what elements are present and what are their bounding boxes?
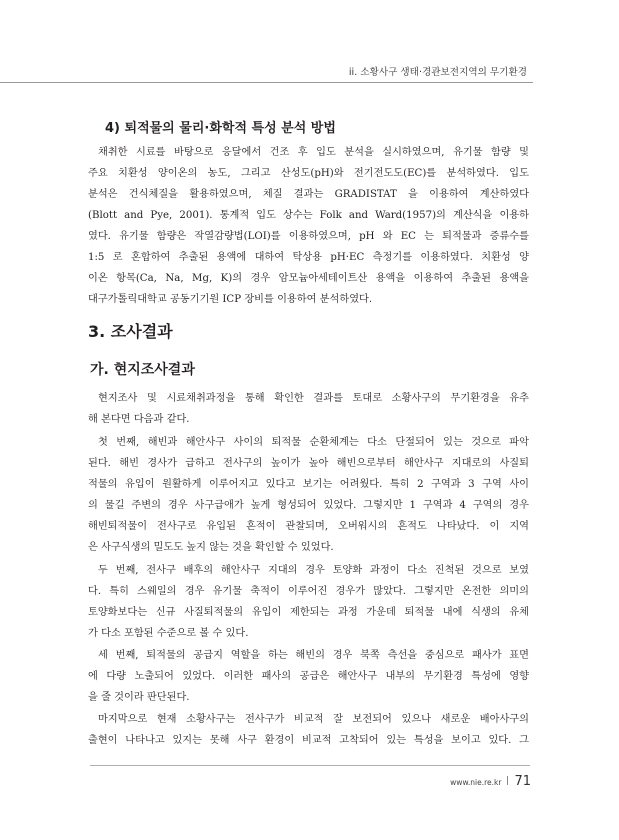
body-line: 마지막으로 현재 소황사구는 전사구가 비교적 잘 보전되어 있으나 새로운 배아사구의 <box>98 714 529 725</box>
body-line: 은 사구식생의 밀도도 높지 않는 것을 확인할 수 있었다. <box>88 542 334 553</box>
body-line: 토양화보다는 신규 사질퇴적물의 유입이 제한되는 과정 가운데 퇴적물 내에 식생의 유체 <box>88 607 529 618</box>
body-line: (Blott and Pye, 2001). 통계적 입도 상수는 Folk and Ward(1957)의 계산식을 이용하 <box>88 210 529 221</box>
body-line: 두 번째, 전사구 배후의 해안사구 지대의 경우 토양화 과정이 다소 진척된 것으로 보였 <box>98 565 529 576</box>
body-line: 적물의 유입이 원활하게 이루어지고 있다고 보기는 어려웠다. 특히 2 구역과 3 구역 사이 <box>88 479 529 490</box>
section-heading-4: 4) 퇴적물의 물리·화학적 특성 분석 방법 <box>105 121 336 136</box>
footer-separator <box>507 776 508 785</box>
body-line: 주요 치환성 양이온의 농도, 그리고 산성도(pH)와 전기전도도(EC)를 분석하였다. 입도 <box>88 168 529 179</box>
body-line: 해 본다면 다음과 같다. <box>88 414 190 425</box>
body-line: 출현이 나타나고 있지는 못해 사구 환경이 비교적 고착되어 있는 특성을 보이고 있다. 그 <box>88 735 529 746</box>
body-line: 에 다량 노출되어 있었다. 이러한 패사의 공급은 해안사구 내부의 무기환경 특성에 영향 <box>88 671 529 682</box>
body-line: 가 다소 포함된 수준으로 볼 수 있다. <box>88 628 249 639</box>
page-number: 71 <box>514 774 531 789</box>
running-header <box>0 60 533 83</box>
running-title: ii. 소황사구 생태·경관보전지역의 무기환경 <box>348 67 527 78</box>
body-line: 첫 번째, 해빈과 해안사구 사이의 퇴적물 순환체계는 다소 단절되어 있는 것으로 파악 <box>98 437 529 448</box>
body-line: 현지조사 및 시료채취과정을 통해 확인한 결과를 토대로 소황사구의 무기환경을 유추 <box>98 393 529 404</box>
body-line: 1:5 로 혼합하여 추출된 용액에 대하여 탁상용 pH·EC 측정기를 이용하였다. 치환성 양 <box>88 252 529 263</box>
body-line: 대구가톨릭대학교 공동기기원 ICP 장비를 이용하여 분석하였다. <box>88 294 373 305</box>
subsection-heading-ga: 가. 현지조사결과 <box>90 362 195 378</box>
footer-url: www.nie.re.kr <box>450 778 502 787</box>
body-line: 였다. 유기물 함량은 작열감량법(LOI)를 이용하였으며, pH 와 EC 는 퇴적물과 증류수를 <box>88 231 529 242</box>
section-heading-3: 3. 조사결과 <box>88 322 173 341</box>
body-line: 다. 특히 스웨일의 경우 유기물 축적이 이루어진 경우가 많았다. 그렇지만 온전한 의미의 <box>88 586 529 597</box>
body-line: 이온 항목(Ca, Na, Mg, K)의 경우 암모늄아세테이트산 용액을 이용하여 추출된 용액을 <box>88 273 529 284</box>
body-line: 해빈퇴적물이 전사구로 유입된 흔적이 관찰되며, 오버워시의 흔적도 나타났다. 이 지역 <box>88 521 529 532</box>
body-line: 의 물길 주변의 경우 사구급애가 높게 형성되어 있었다. 그렇지만 1 구역과 4 구역의 경우 <box>88 500 529 511</box>
page-footer <box>450 774 531 789</box>
body-line: 된다. 해빈 경사가 급하고 전사구의 높이가 높아 해빈으로부터 해안사구 지대로의 사질퇴 <box>88 458 529 469</box>
body-line: 을 줄 것이라 판단된다. <box>88 692 190 703</box>
body-line: 채취한 시료를 바탕으로 응달에서 건조 후 입도 분석을 실시하였으며, 유기물 함량 및 <box>98 147 529 158</box>
body-line: 세 번째, 퇴적물의 공급지 역할을 하는 해빈의 경우 북쪽 측선을 중심으로 패사가 표면 <box>98 650 529 661</box>
body-line: 분석은 건식체질을 활용하였으며, 체질 결과는 GRADISTAT 을 이용하여 계산하였다 <box>88 189 529 200</box>
footer-rule <box>90 765 530 766</box>
